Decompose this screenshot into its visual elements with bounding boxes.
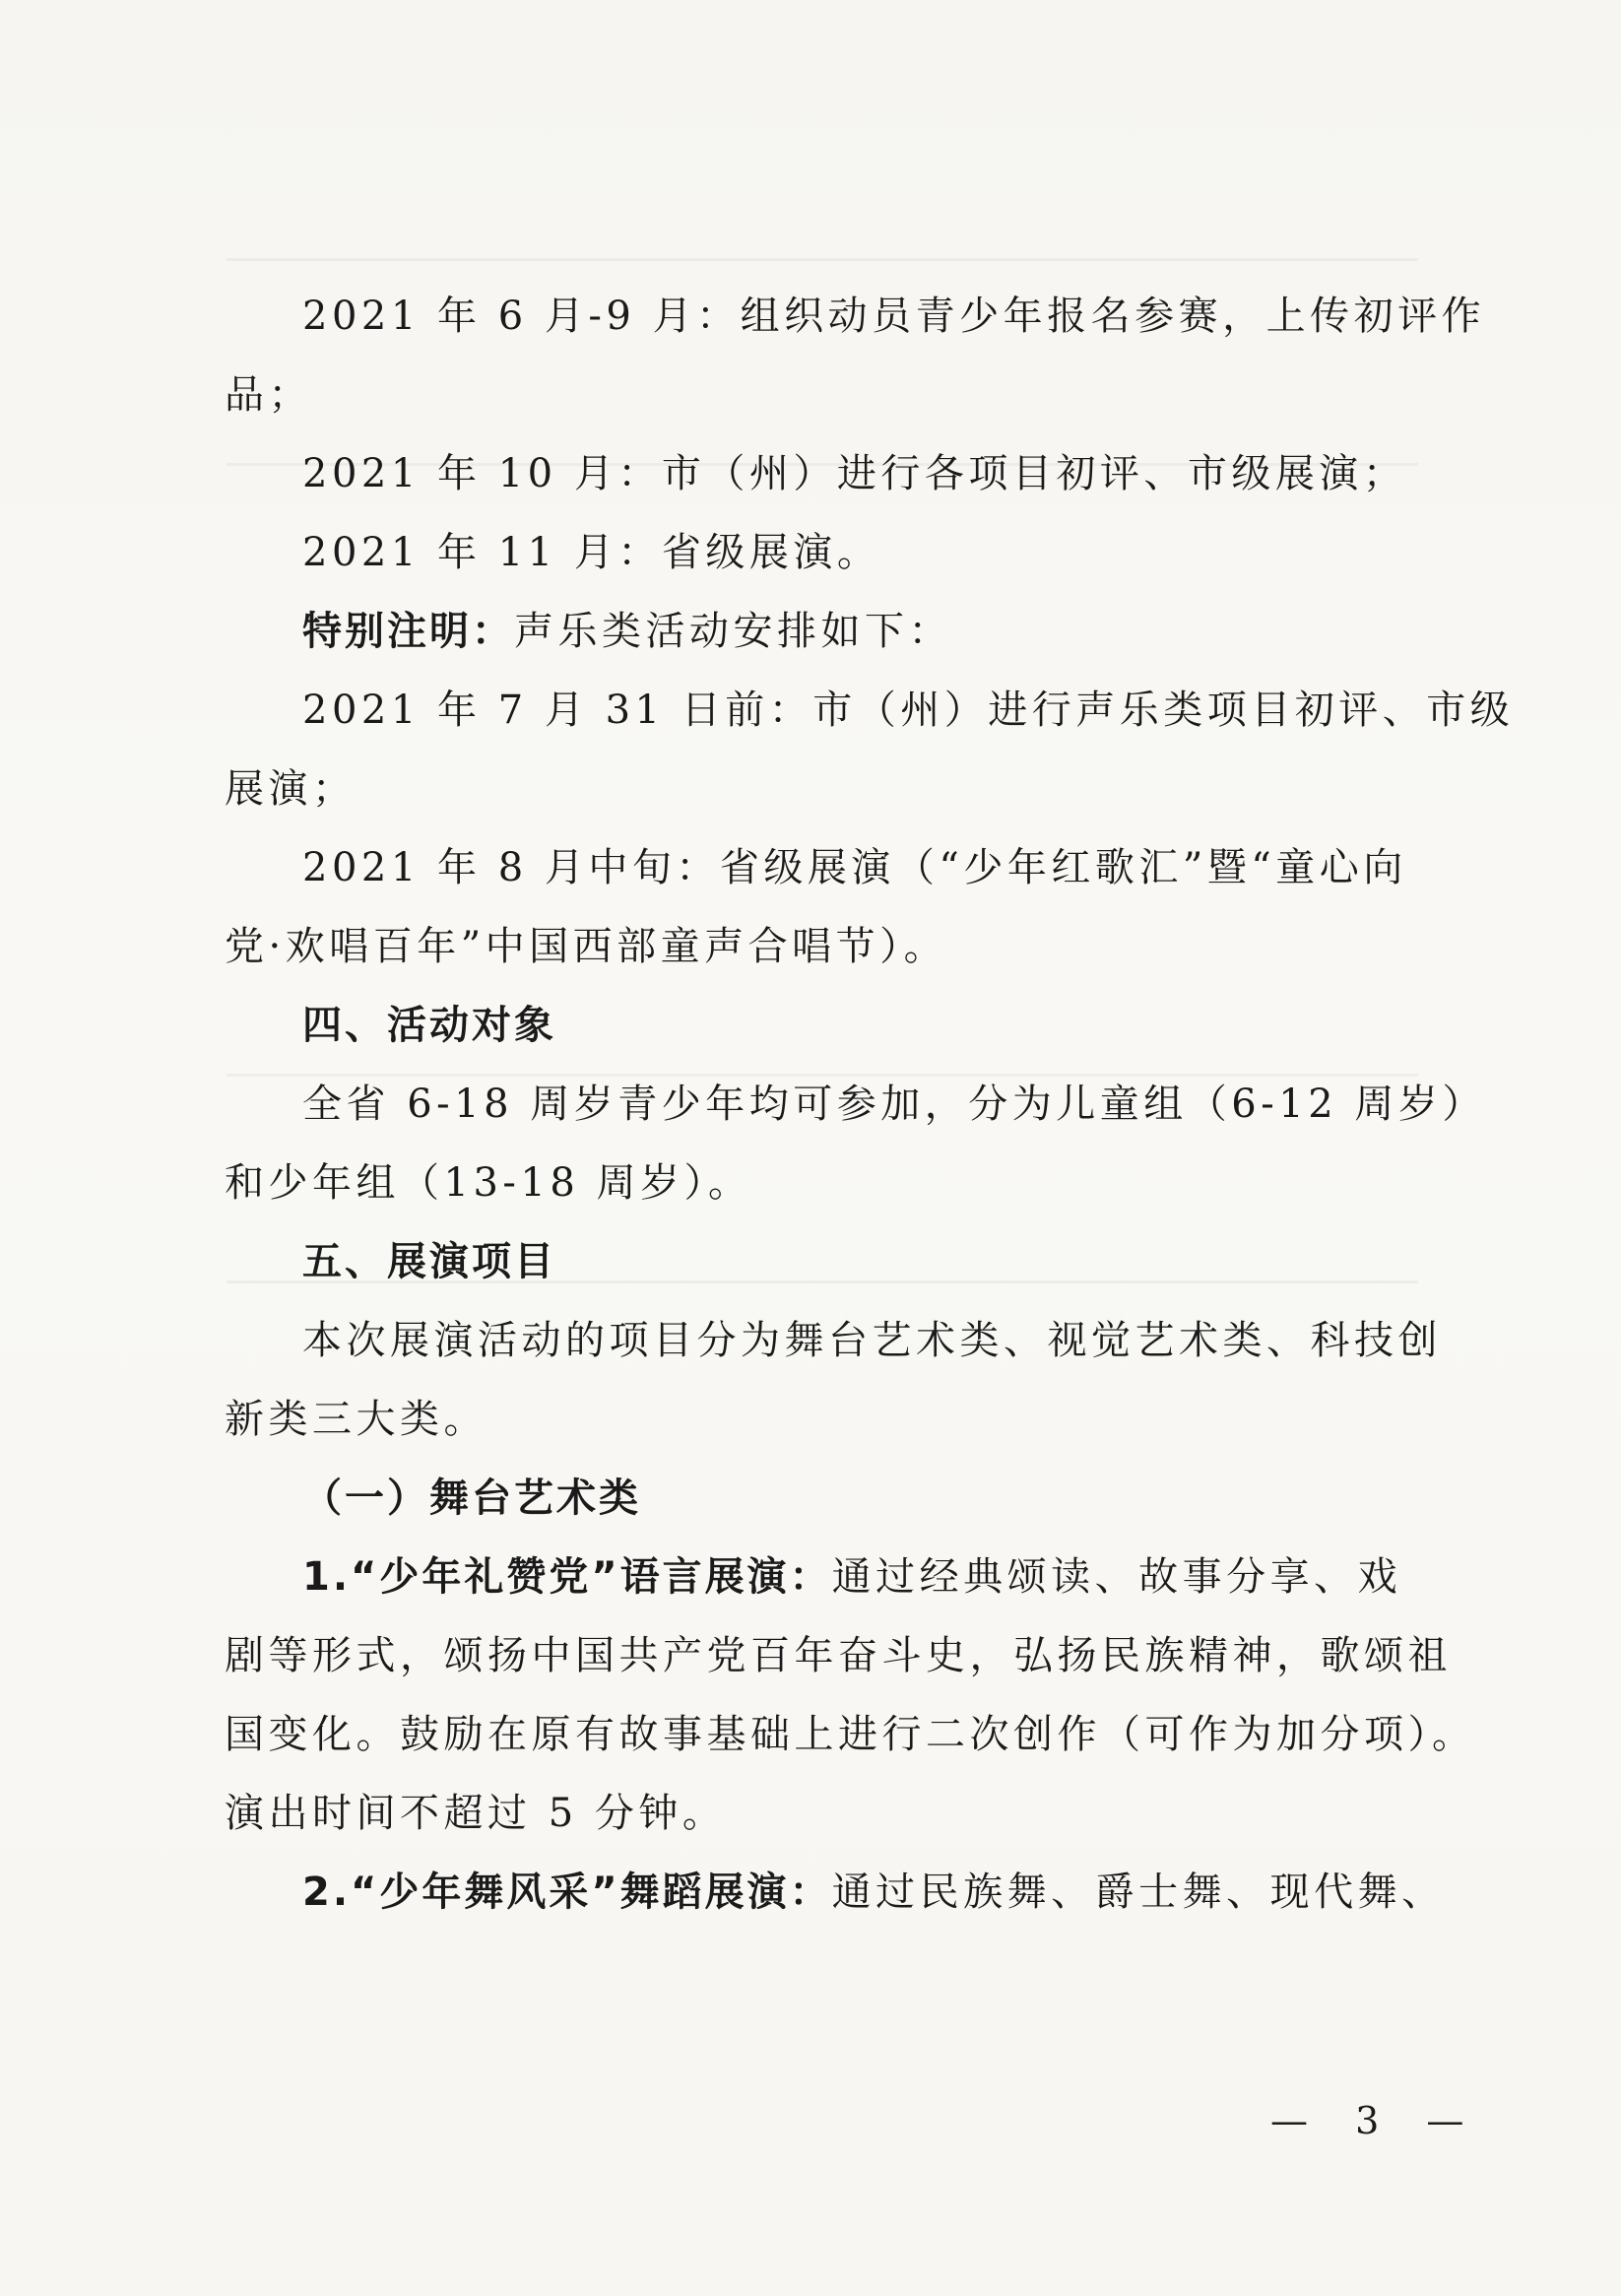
line-text: 通过经典颂读、故事分享、戏 bbox=[831, 1554, 1402, 1600]
line-text: 国变化。鼓励在原有故事基础上进行二次创作（可作为加分项）。 bbox=[225, 1712, 1476, 1757]
vocal-schedule-continuation bbox=[225, 766, 357, 812]
section-heading-projects bbox=[302, 1239, 556, 1284]
schedule-line-june-september bbox=[302, 294, 1486, 339]
schedule-line-october bbox=[302, 451, 1407, 496]
participants-line bbox=[302, 1082, 1486, 1127]
line-text: 2021 年 7 月 31 日前：市（州）进行声乐类项目初评、市级 bbox=[302, 688, 1515, 733]
line-text: 党·欢唱百年”中国西部童声合唱节）。 bbox=[225, 924, 948, 969]
section-heading-participants bbox=[302, 1003, 556, 1048]
line-text: 声乐类活动安排如下： bbox=[514, 609, 952, 654]
line-text: 展演； bbox=[225, 766, 357, 812]
line-text: 和少年组（13-18 周岁）。 bbox=[225, 1160, 752, 1206]
vocal-schedule-line-august bbox=[302, 845, 1407, 890]
subsection-heading-text: （一）舞台艺术类 bbox=[302, 1476, 641, 1521]
line-text: 品； bbox=[225, 372, 312, 418]
item-2-title: 2.“少年舞风采”舞蹈展演： bbox=[302, 1870, 832, 1915]
line-text: 演出时间不超过 5 分钟。 bbox=[225, 1791, 727, 1836]
line-text: 新类三大类。 bbox=[225, 1397, 487, 1442]
projects-continuation bbox=[225, 1397, 487, 1442]
line-text: 2021 年 8 月中旬：省级展演（“少年红歌汇”暨“童心向 bbox=[302, 845, 1407, 890]
line-text: 2021 年 6 月-9 月：组织动员青少年报名参赛，上传初评作 bbox=[302, 294, 1486, 339]
item-1-title: 1.“少年礼赞党”语言展演： bbox=[302, 1554, 832, 1600]
line-text: 全省 6-18 周岁青少年均可参加，分为儿童组（6-12 周岁） bbox=[302, 1082, 1486, 1127]
section-heading-text: 五、展演项目 bbox=[302, 1239, 556, 1284]
show-through-line bbox=[227, 258, 1418, 261]
item-1-continuation bbox=[225, 1791, 727, 1836]
line-text: 剧等形式，颂扬中国共产党百年奋斗史，弘扬民族精神，歌颂祖 bbox=[225, 1633, 1452, 1678]
line-text: 通过民族舞、爵士舞、现代舞、 bbox=[831, 1870, 1446, 1915]
item-2-line bbox=[302, 1870, 1446, 1915]
participants-continuation bbox=[225, 1160, 752, 1206]
show-through-line bbox=[227, 1074, 1418, 1077]
projects-line bbox=[302, 1318, 1442, 1363]
line-text: 本次展演活动的项目分为舞台艺术类、视觉艺术类、科技创 bbox=[302, 1318, 1442, 1363]
page-number: — 3 — bbox=[1270, 2099, 1482, 2142]
line-text: 2021 年 10 月：市（州）进行各项目初评、市级展演； bbox=[302, 451, 1407, 496]
schedule-line-november bbox=[302, 530, 881, 575]
line-text: 2021 年 11 月：省级展演。 bbox=[302, 530, 881, 575]
vocal-schedule-line-july bbox=[302, 688, 1515, 733]
item-1-continuation bbox=[225, 1712, 1476, 1757]
subsection-heading-stage-arts bbox=[302, 1476, 641, 1521]
item-1-continuation bbox=[225, 1633, 1452, 1678]
special-note-label: 特别注明： bbox=[302, 609, 514, 654]
vocal-schedule-august-continuation bbox=[225, 924, 948, 969]
section-heading-text: 四、活动对象 bbox=[302, 1003, 556, 1048]
item-1-line bbox=[302, 1554, 1402, 1600]
special-note-line bbox=[302, 609, 952, 654]
schedule-line-continuation bbox=[225, 372, 312, 418]
